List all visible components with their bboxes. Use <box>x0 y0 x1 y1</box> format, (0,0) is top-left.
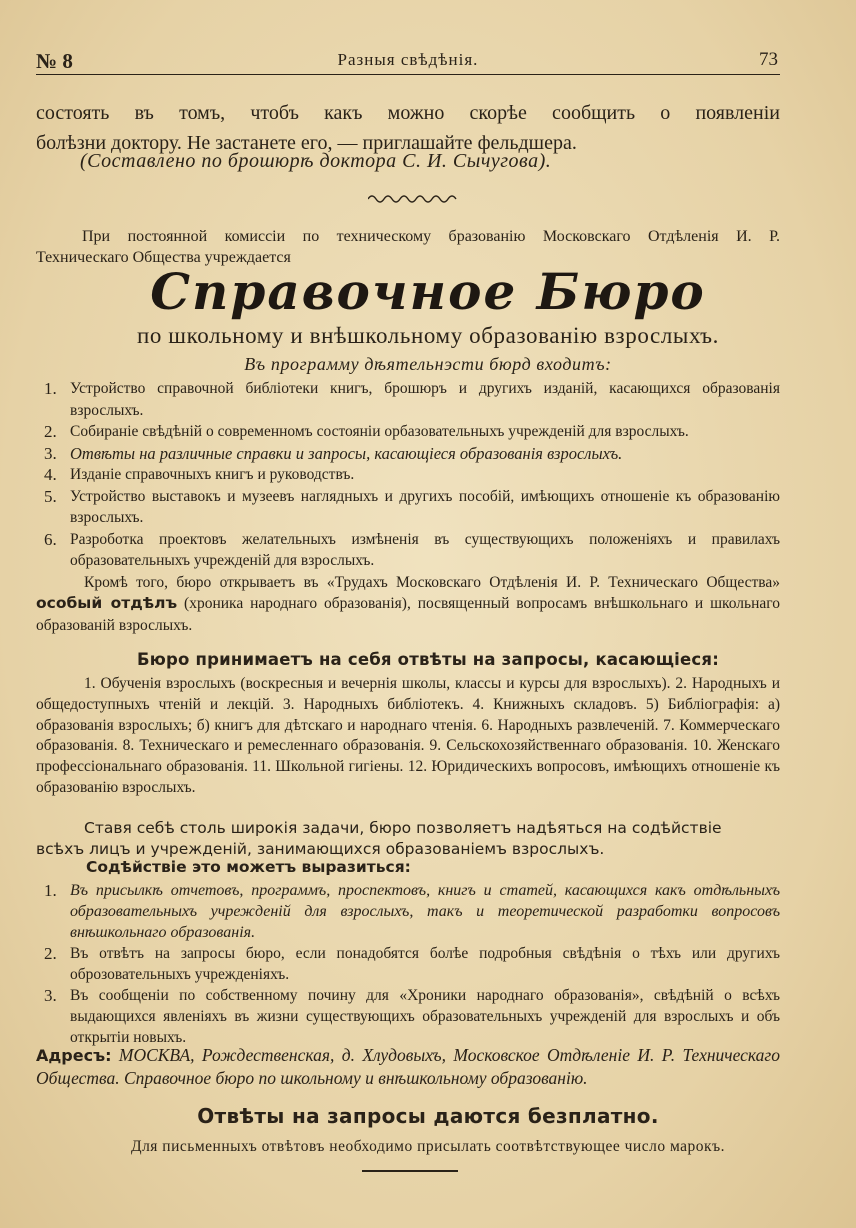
bottom-rule <box>362 1170 458 1172</box>
lead-line-1: состоять въ томъ, чтобъ какъ можно скорѣе сообщить о появленіи <box>36 102 780 124</box>
topics-list <box>36 674 780 799</box>
program-list <box>36 378 780 636</box>
lead-paragraph <box>36 98 780 158</box>
page-header <box>36 46 780 75</box>
program-item: 5. Устройство выставокъ и музеевъ наглядныхъ и другихъ пособій, имѣющихъ отношеніе къ образованію взрослыхъ. <box>44 486 780 526</box>
program-item: 4. Изданіе справочныхъ книгъ и руководствъ. <box>44 465 355 484</box>
section-title: Разныя свѣдѣнія. <box>337 50 479 69</box>
program-heading: Въ программу дѣятельнэсти бюрд входитъ: <box>244 354 612 374</box>
support-ways-list <box>36 880 780 1048</box>
page-number: 73 <box>759 49 778 70</box>
program-item: 1. Устройство справочной библіотеки книгъ, брошюръ и другихъ изданій, касающихся образованія взрослыхъ. <box>44 379 780 419</box>
bureau-title: Справочное Бюро <box>150 262 706 321</box>
program-item: 6. Разроботка проектовъ желательныхъ измѣненія въ существующихъ положеніяхъ и правилахъ образовательныхъ учрежденій для взрослыхъ. <box>44 529 780 569</box>
chronicle-paragraph: Кромѣ того, бюро открываетъ въ «Трудахъ Московскаго Отдѣленія И. Р. Техническаго Общества» особый отдѣлъ (хроника народнаго образованія), посвященный вопросамъ внѣшкольнаго и школьнаго образованій взрослыхъ. <box>36 573 780 634</box>
intro-line-2: Техническаго Общества учреждается <box>36 249 291 266</box>
lead-line-2: болѣзни доктору. Не застанете его, — приглашайте фельдшера. <box>36 132 577 154</box>
support-heading: Содѣйствіе это можетъ выразиться: <box>86 858 411 876</box>
free-answers-notice: Отвѣты на запросы даются безплатно. <box>197 1104 659 1128</box>
issue-number: № 8 <box>36 49 73 73</box>
support-line-1: Ставя себѣ столь широкія задачи, бюро позволяетъ надѣяться на содѣйствіе <box>84 819 722 837</box>
support-paragraph <box>36 818 780 860</box>
support-way-item: 2. Въ отвѣтъ на запросы бюро, если понадобятся болѣе подробныя свѣдѣнія о тѣхъ или другихъ оброзовательныхъ учрежденіяхъ. <box>44 944 780 983</box>
intro-line-1: При постоянной комиссіи по техническому бразованію Московскаго Отдѣленія И. Р. <box>82 228 780 245</box>
program-item: 3. Отвѣты на различные справки и запросы, касающіеся образованія взрослыхъ. <box>44 443 623 463</box>
support-way-item: 3. Въ сообщеніи по собственному почину для «Хроники народнаго образованія», свѣдѣній о всѣхъ выдающихся явленіяхъ въ жизни существующихъ образовательныхъ учрежденій для взрослыхъ и объ открытіи новыхъ. <box>44 986 780 1046</box>
topics-paragraph: 1. Обученія взрослыхъ (воскресныя и вечернія школы, классы и курсы для взрослыхъ). 2. Народныхъ и общедоступныхъ чтеній и лекцій. 3. Народныхъ библіотекъ. 4. Книжныхъ складовъ. 5) Библіографія: а) образованія взрослыхъ; б) книгъ для дѣтскаго и народнаго чтенія. 6. Народныхъ развлеченій. 7. Коммерческаго образованія. 8. Техническаго и ремесленнаго образованія. 9. Сельскохозяйственнаго образованія. 10. Женскаго профессіональнаго образованія. 11. Школьной гигіены. 12. Юридическихъ вопросовъ, имѣющихъ отношеніе къ образованію взрослыхъ. <box>36 675 780 796</box>
bureau-answers-heading: Бюро принимаетъ на себя отвѣты на запросы, касающіеся: <box>137 650 719 669</box>
bureau-subtitle: по школьному и внѣшкольному образованію взрослыхъ. <box>136 323 720 348</box>
special-section-label: особый отдѣлъ <box>36 594 178 612</box>
address-label: Адресъ: <box>36 1046 112 1065</box>
address-text: МОСКВА, Рождественская, д. Хлудовыхъ, Московское Отдѣленіе И. Р. Техническаго Общества. Справочное бюро по школьному и внѣшкольному образованію. <box>36 1045 781 1088</box>
stamps-notice: Для письменныхъ отвѣтовъ необходимо присылать соотвѣтствующее число марокъ. <box>131 1138 725 1155</box>
wavy-divider <box>368 192 458 204</box>
program-item: 2. Собираніе свѣдѣній о современномъ состояніи орбазовательныхъ учрежденій для взрослыхъ. <box>44 422 689 441</box>
support-line-2: всѣхъ лицъ и учрежденій, занимающихся образованіемъ взрослыхъ. <box>36 840 605 858</box>
support-way-item: 1. Въ присылкѣ отчетовъ, программъ, проспектовъ, книгъ и статей, касающихся какъ отдѣльныхъ образовательныхъ учрежденій для взрослыхъ, такъ и теоретической разработки вопросовъ внѣшкольнаго образованія. <box>44 881 780 941</box>
attribution: (Составлено по брошюрѣ доктора С. И. Сычугова). <box>80 150 552 172</box>
address-block <box>36 1044 780 1090</box>
